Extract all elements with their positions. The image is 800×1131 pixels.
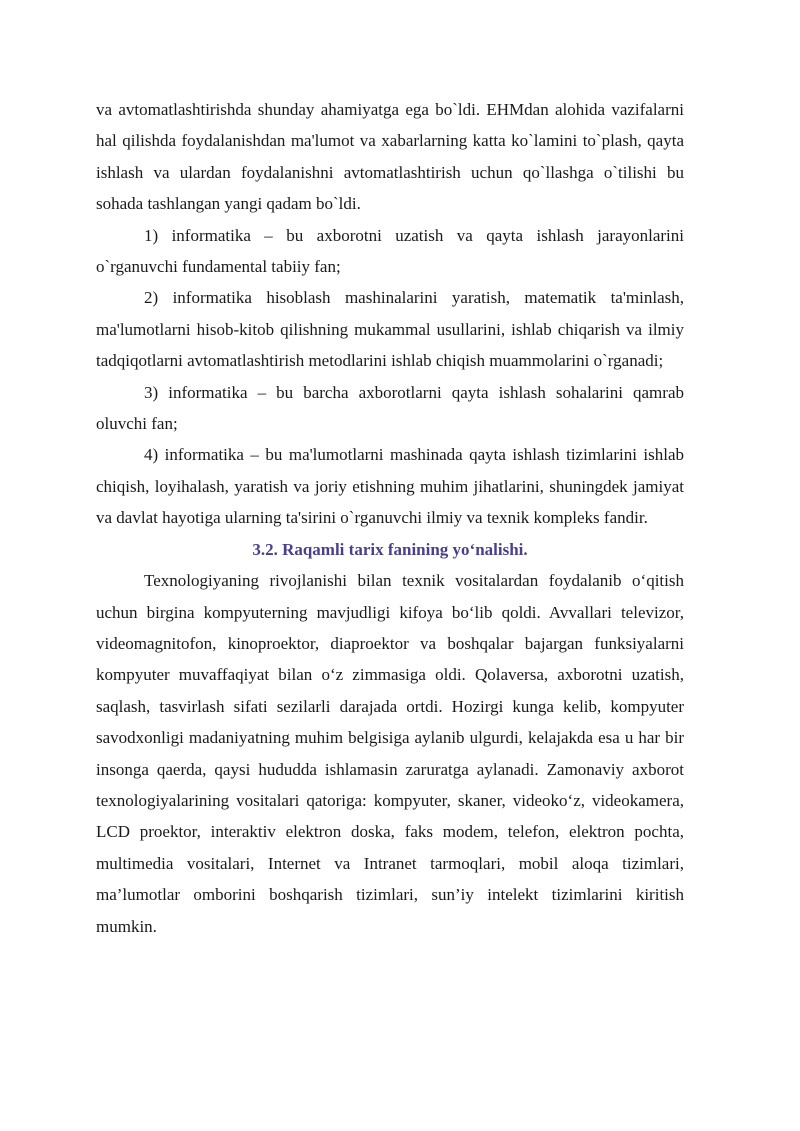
definition-item-4: 4) informatika – bu ma'lumotlarni mashinada qayta ishlash tizimlarini ishlab chiqish, loyihalash, yaratish va joriy etishning muhim jihatlarini, shuningdek jamiyat va davlat hayotiga ularning ta'sirini o`rganuvchi ilmiy va texnik kompleks fandir. bbox=[96, 445, 684, 528]
document-page bbox=[96, 94, 684, 942]
definition-item-3: 3) informatika – bu barcha axborotlarni qayta ishlash sohalarini qamrab oluvchi fan; bbox=[96, 382, 684, 434]
paragraph-body: Texnologiyaning rivojlanishi bilan texnik vositalardan foydalanib o‘qitish uchun birgina kompyuterning mavjudligi kifoya bo‘lib qoldi. Avvallari televizor, videomagnitofon, kinoproektor, diaproektor va boshqalar bajargan funksiyalarni kompyuter muvaffaqiyat bilan o‘z zimmasiga oldi. Qolaversa, axborotni uzatish, saqlash, tasvirlash sifati sezilarli darajada ortdi. Hozirgi kunga kelib, kompyuter savodxonligi madaniyatning muhim belgisiga aylanib ulgurdi, kelajakda esa u har bir insonga qaerda, qaysi hududda ishlamasin zaruratga aylanadi. Zamonaviy axborot texnologiyalarining vositalari qatoriga: kompyuter, skaner, videoko‘z, videokamera, LCD proektor, interaktiv elektron doska, faks modem, telefon, elektron pochta, multimedia vositalari, Internet va Intranet tarmoqlari, mobil aloqa tizimlari, ma’lumotlar omborini boshqarish tizimlari, sun’iy intelekt tizimlarini kiritish mumkin. bbox=[96, 571, 684, 936]
definition-item-1: 1) informatika – bu axborotni uzatish va qayta ishlash jarayonlarini o`rganuvchi fundamental tabiiy fan; bbox=[96, 225, 684, 277]
definition-item-2: 2) informatika hisoblash mashinalarini yaratish, matematik ta'minlash, ma'lumotlarni hisob-kitob qilishning mukammal usullarini, ishlab chiqarish va ilmiy tadqiqotlarni avtomatlashtirish metodlarini ishlab chiqish muammolarini o`rganadi; bbox=[96, 288, 684, 371]
section-heading: 3.2. Raqamli tarix fanining yo‘nalishi. bbox=[252, 539, 528, 559]
paragraph-intro: va avtomatlashtirishda shunday ahamiyatga ega bo`ldi. EHMdan alohida vazifalarni hal qilishda foydalanishdan ma'lumot va xabarlarning katta ko`lamini to`plash, qayta ishlash va ulardan foydalanishni avtomatlashtirish uchun qo`llashga o`tilishi bu sohada tashlangan yangi qadam bo`ldi. bbox=[96, 100, 684, 214]
